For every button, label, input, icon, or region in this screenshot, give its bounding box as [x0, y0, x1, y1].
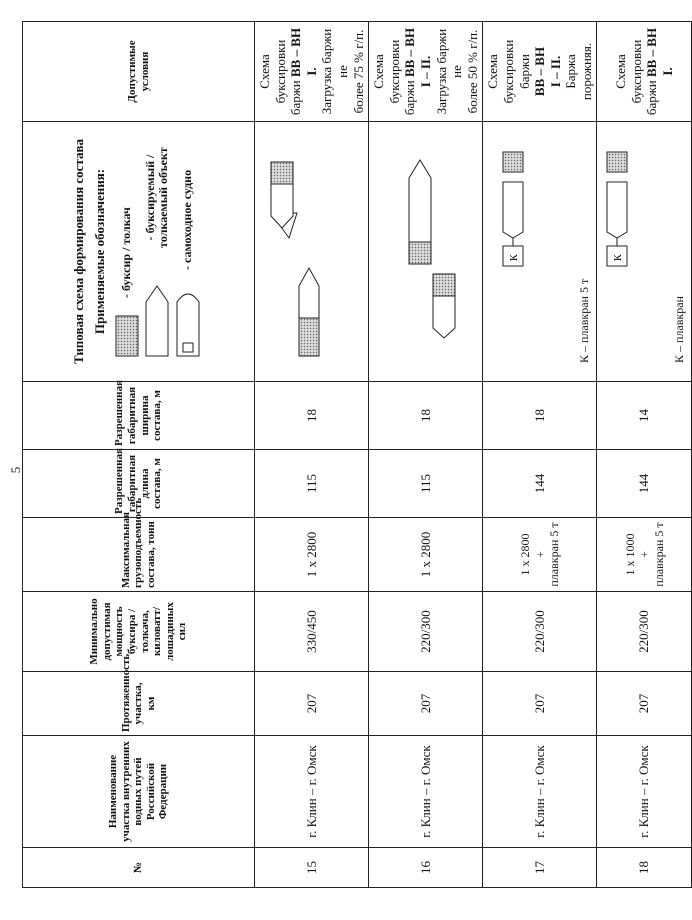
row-conditions: Схема буксировки баржи ВВ – ВН I. Загрузка баржи не более 75 % г/п.	[255, 22, 369, 122]
row-max-length: 115	[255, 450, 369, 518]
convoy-table	[22, 21, 692, 888]
convoy-scheme-diagram	[495, 120, 585, 378]
tug-icon	[299, 318, 319, 356]
row-section: г. Клин – г. Омск	[597, 736, 692, 848]
table-row	[597, 22, 692, 888]
row-length: 207	[597, 672, 692, 736]
row-scheme	[483, 122, 597, 382]
barge-icon	[433, 296, 455, 338]
page-number: 5	[8, 466, 23, 474]
tug-bow-icon	[299, 268, 319, 318]
crane-label: К	[508, 254, 520, 261]
row-power: 330/450	[255, 592, 369, 672]
convoy-scheme-diagram	[267, 120, 357, 378]
row-length: 207	[255, 672, 369, 736]
row-power: 220/300	[597, 592, 692, 672]
legend-tug-label: - буксир / толкач	[118, 207, 133, 298]
row-conditions: Схема буксировки баржи ВВ – ВН I – II. Загрузка баржи не более 50 % г/п.	[369, 22, 483, 122]
header-section: Наименование участка внутренних водных путей Российской Федерации	[23, 736, 255, 848]
row-num: 16	[369, 848, 483, 888]
row-max-width: 18	[255, 382, 369, 450]
barge-icon	[271, 184, 293, 228]
row-max-width: 18	[483, 382, 597, 450]
crane-label: К	[613, 254, 625, 261]
row-power: 220/300	[369, 592, 483, 672]
convoy-scheme-diagram	[381, 120, 471, 378]
table-row	[483, 22, 597, 888]
tug-icon	[409, 242, 431, 264]
row-max-length: 144	[483, 450, 597, 518]
header-length: Протяженность участка, км	[23, 672, 255, 736]
row-capacity: 1 х 2800	[255, 518, 369, 592]
tug-icon	[607, 152, 627, 172]
self-propelled-legend-icon	[175, 284, 201, 358]
row-conditions: Схема буксировки баржи ВВ – ВН I.	[597, 22, 692, 122]
row-scheme	[597, 122, 692, 382]
row-conditions: Схема буксировки баржи ВВ – ВН I – II. Баржа порожняя.	[483, 22, 597, 122]
legend-title: Применяемые обозначения:	[91, 168, 107, 335]
header-max-length: Разрешенная габаритная длина состава, м	[23, 450, 255, 518]
row-max-length: 144	[597, 450, 692, 518]
table-row	[255, 22, 369, 888]
row-capacity: 1 х 2800	[369, 518, 483, 592]
legend-towed-label: - буксируемый / толкаемый объект	[142, 147, 171, 248]
header-scheme	[23, 122, 255, 382]
row-power: 220/300	[483, 592, 597, 672]
tug-icon	[271, 162, 293, 184]
scheme-note: К – плавкран	[672, 296, 687, 363]
barge-icon	[409, 160, 431, 242]
header-num: №	[23, 848, 255, 888]
header-max-capacity: Максимальная грузоподъемность состава, тонн	[23, 518, 255, 592]
barge-icon	[503, 182, 523, 238]
tug-icon	[503, 152, 523, 172]
rotated-table-wrapper	[22, 22, 687, 888]
legend-self-propelled-label: - самоходное судно	[180, 169, 195, 270]
row-num: 15	[255, 848, 369, 888]
legend-tug	[114, 125, 140, 358]
row-max-width: 14	[597, 382, 692, 450]
header-min-power: Минимально допустимая мощность буксира / толкача, киловатт/лошадиных сил	[23, 592, 255, 672]
row-scheme	[255, 122, 369, 382]
header-max-width: Разрешенная габаритная ширина состава, м	[23, 382, 255, 450]
row-num: 18	[597, 848, 692, 888]
row-capacity: 1 х 2800 + плавкран 5 т	[483, 518, 597, 592]
row-num: 17	[483, 848, 597, 888]
row-section: г. Клин – г. Омск	[255, 736, 369, 848]
rotated-table-content	[22, 22, 687, 888]
scheme-note: К – плавкран 5 т	[577, 278, 592, 363]
towed-object-legend-icon	[144, 284, 170, 358]
row-max-length: 115	[369, 450, 483, 518]
row-section: г. Клин – г. Омск	[369, 736, 483, 848]
row-max-width: 18	[369, 382, 483, 450]
row-length: 207	[483, 672, 597, 736]
table-row	[369, 22, 483, 888]
tug-legend-icon	[114, 312, 140, 358]
header-conditions: Допустимые условия	[23, 22, 255, 122]
tug-icon	[433, 274, 455, 296]
scheme-title: Типовая схема формирования состава	[70, 138, 86, 365]
row-capacity: 1 х 1000 + плавкран 5 т	[597, 518, 692, 592]
row-length: 207	[369, 672, 483, 736]
legend-towed	[144, 125, 172, 358]
barge-icon	[607, 182, 627, 238]
header-row	[23, 22, 255, 888]
legend-self-propelled	[175, 125, 201, 358]
row-section: г. Клин – г. Омск	[483, 736, 597, 848]
row-scheme	[369, 122, 483, 382]
